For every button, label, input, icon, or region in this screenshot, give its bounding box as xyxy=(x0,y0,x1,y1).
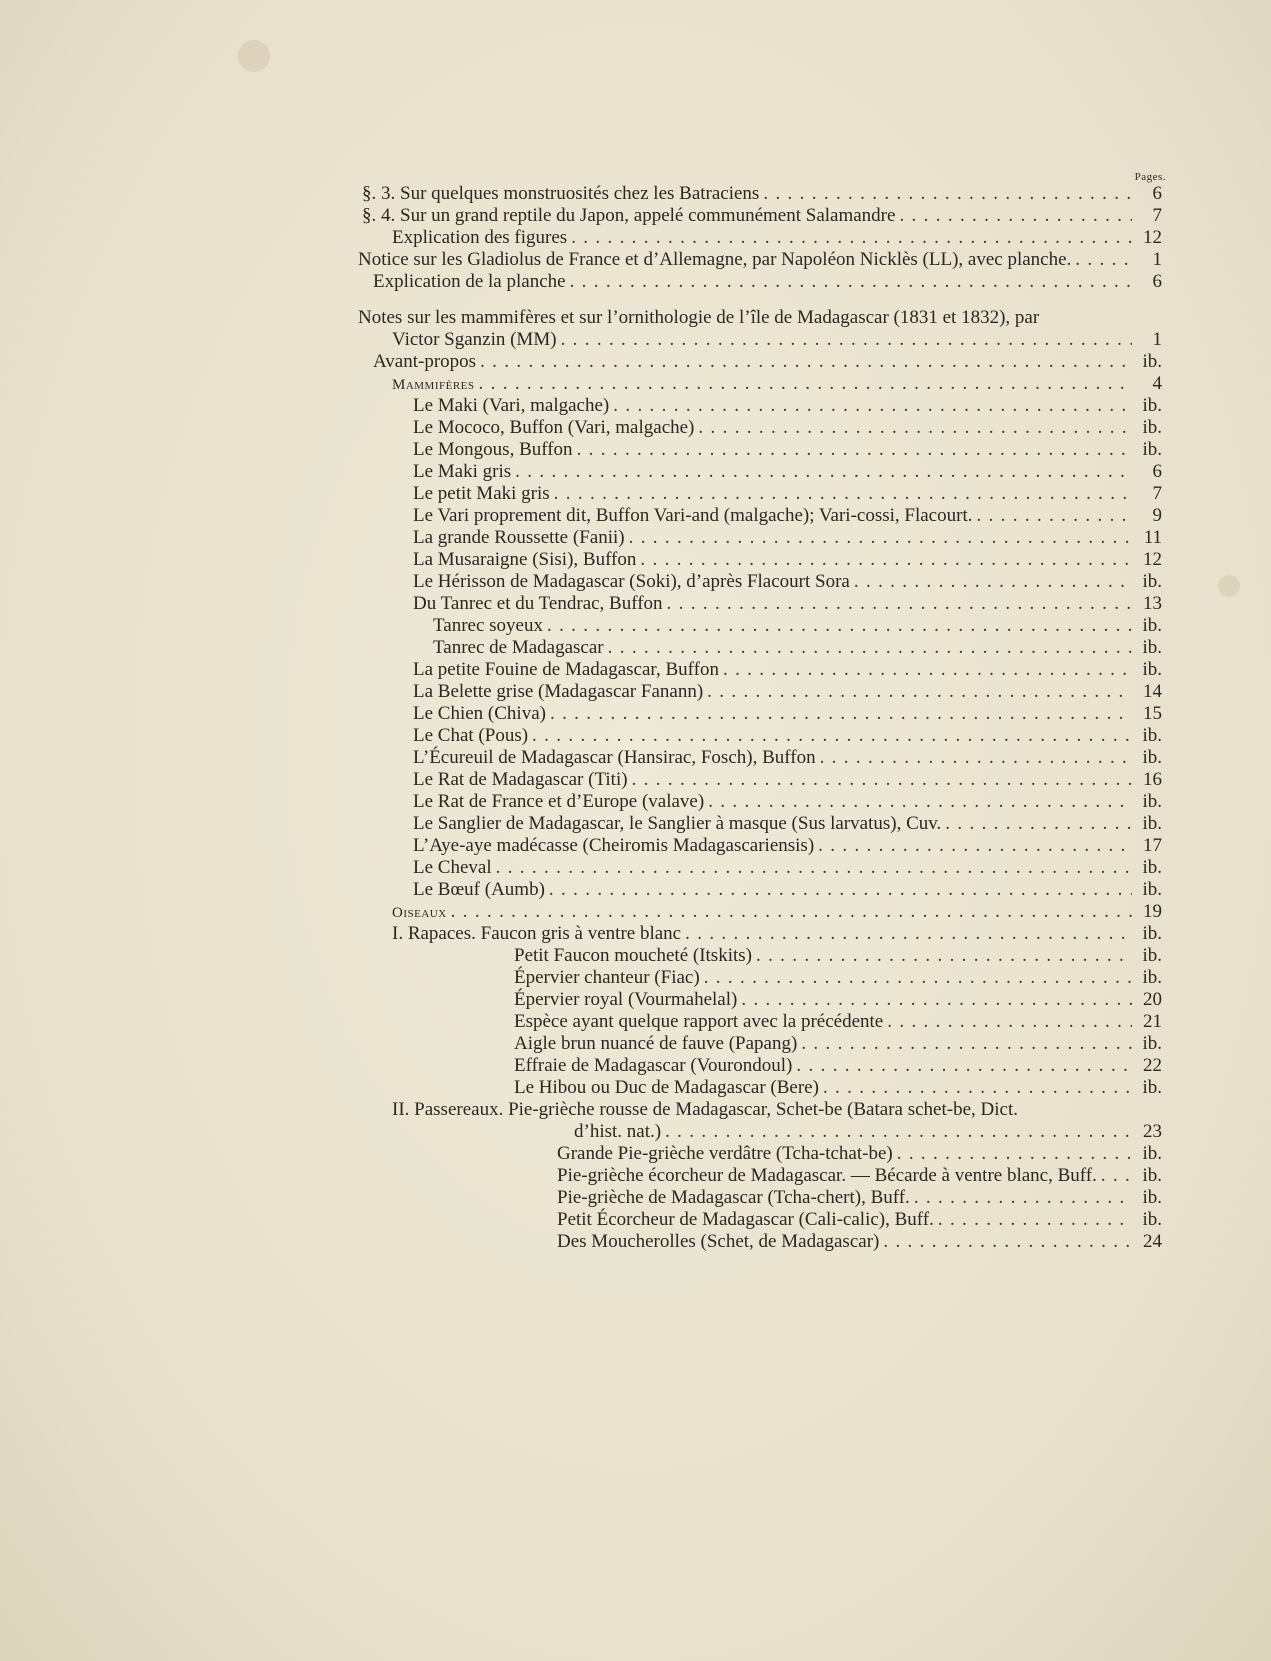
pages-column-header: Pages. xyxy=(1134,171,1166,183)
toc-entry: Notice sur les Gladiolus de France et d’Allemagne, par Napoléon Nicklès (LL), avec planche. . . . 1 xyxy=(358,249,1162,271)
toc-entry: Pie-grièche écorcheur de Madagascar. — Bécarde à ventre blanc, Buff. . . . ib. xyxy=(557,1165,1162,1187)
toc-entry: Petit Écorcheur de Madagascar (Cali-calic), Buff. . . . ib. xyxy=(557,1209,1162,1231)
toc-entry: L’Écureuil de Madagascar (Hansirac, Fosch), Buffon . . . ib. xyxy=(413,747,1162,769)
toc-entry: Tanrec soyeux . . . ib. xyxy=(433,615,1162,637)
toc-entry: Le Bœuf (Aumb) . . . ib. xyxy=(413,879,1162,901)
paper-stain xyxy=(1218,575,1240,597)
toc-entry: Espèce ayant quelque rapport avec la précédente . . . 21 xyxy=(514,1011,1162,1033)
toc-entry: Le Hibou ou Duc de Madagascar (Bere) . . . ib. xyxy=(514,1077,1162,1099)
toc-entry: I. Rapaces. Faucon gris à ventre blanc . . . ib. xyxy=(392,923,1162,945)
toc-entry: Avant-propos . . . ib. xyxy=(373,351,1162,373)
toc-entry: Pie-grièche de Madagascar (Tcha-chert), Buff. . . . ib. xyxy=(557,1187,1162,1209)
toc-entry: Épervier royal (Vourmahelal) . . . 20 xyxy=(514,989,1162,1011)
toc-entry: Le Maki (Vari, malgache) . . . ib. xyxy=(413,395,1162,417)
toc-entry: Le Rat de Madagascar (Titi) . . . 16 xyxy=(413,769,1162,791)
toc-entry: Le Mongous, Buffon . . . ib. xyxy=(413,439,1162,461)
toc-entry: L’Aye-aye madécasse (Cheiromis Madagascariensis) . . . 17 xyxy=(413,835,1162,857)
toc-section-heading: Mammifères . . . 4 xyxy=(392,373,1162,395)
toc-entry: Le Hérisson de Madagascar (Soki), d’après Flacourt Sora . . . ib. xyxy=(413,571,1162,593)
toc-entry: §. 4. Sur un grand reptile du Japon, appelé communément Salamandre . . . 7 xyxy=(362,205,1162,227)
toc-entry: Le Maki gris . . . 6 xyxy=(413,461,1162,483)
toc-entry: Le Chat (Pous) . . . ib. xyxy=(413,725,1162,747)
toc-entry: Le Sanglier de Madagascar, le Sanglier à masque (Sus larvatus), Cuv. . . . ib. xyxy=(413,813,1162,835)
toc-entry: Notes sur les mammifères et sur l’ornithologie de l’île de Madagascar (1831 et 1832), par xyxy=(358,307,1040,328)
toc-section-heading: Oiseaux . . . 19 xyxy=(392,901,1162,923)
toc-entry: §. 3. Sur quelques monstruosités chez les Batraciens . . . 6 xyxy=(362,183,1162,205)
toc-entry: La petite Fouine de Madagascar, Buffon . . . ib. xyxy=(413,659,1162,681)
toc-entry: Le Vari proprement dit, Buffon Vari-and (malgache); Vari-cossi, Flacourt. . . . 9 xyxy=(413,505,1162,527)
toc-entry: Petit Faucon moucheté (Itskits) . . . ib. xyxy=(514,945,1162,967)
toc-entry: II. Passereaux. Pie-grièche rousse de Madagascar, Schet-be (Batara schet-be, Dict. xyxy=(392,1099,1018,1120)
toc-entry: Aigle brun nuancé de fauve (Papang) . . . ib. xyxy=(514,1033,1162,1055)
toc-entry: d’hist. nat.) . . . 23 xyxy=(574,1121,1162,1143)
toc-entry: Le Mococo, Buffon (Vari, malgache) . . . ib. xyxy=(413,417,1162,439)
toc-entry: Grande Pie-grièche verdâtre (Tcha-tchat-be) . . . ib. xyxy=(557,1143,1162,1165)
toc-entry: La Belette grise (Madagascar Fanann) . . . 14 xyxy=(413,681,1162,703)
toc-entry: Le Chien (Chiva) . . . 15 xyxy=(413,703,1162,725)
toc-entry: Le petit Maki gris . . . 7 xyxy=(413,483,1162,505)
toc-entry: Effraie de Madagascar (Vourondoul) . . . 22 xyxy=(514,1055,1162,1077)
toc-entry: Du Tanrec et du Tendrac, Buffon . . . 13 xyxy=(413,593,1162,615)
toc-entry: Épervier chanteur (Fiac) . . . ib. xyxy=(514,967,1162,989)
toc-entry: Victor Sganzin (MM) . . . 1 xyxy=(392,329,1162,351)
toc-entry: La grande Roussette (Fanii) . . . 11 xyxy=(413,527,1162,549)
toc-entry: Le Rat de France et d’Europe (valave) . . . ib. xyxy=(413,791,1162,813)
toc-entry: Explication de la planche . . . 6 xyxy=(373,271,1162,293)
toc-entry: Tanrec de Madagascar . . . ib. xyxy=(433,637,1162,659)
toc-entry: Explication des figures . . . 12 xyxy=(392,227,1162,249)
toc-entry: Des Moucherolles (Schet, de Madagascar) . . . 24 xyxy=(557,1231,1162,1253)
paper-stain xyxy=(238,40,270,72)
toc-entry: La Musaraigne (Sisi), Buffon . . . 12 xyxy=(413,549,1162,571)
toc-entry: Le Cheval . . . ib. xyxy=(413,857,1162,879)
